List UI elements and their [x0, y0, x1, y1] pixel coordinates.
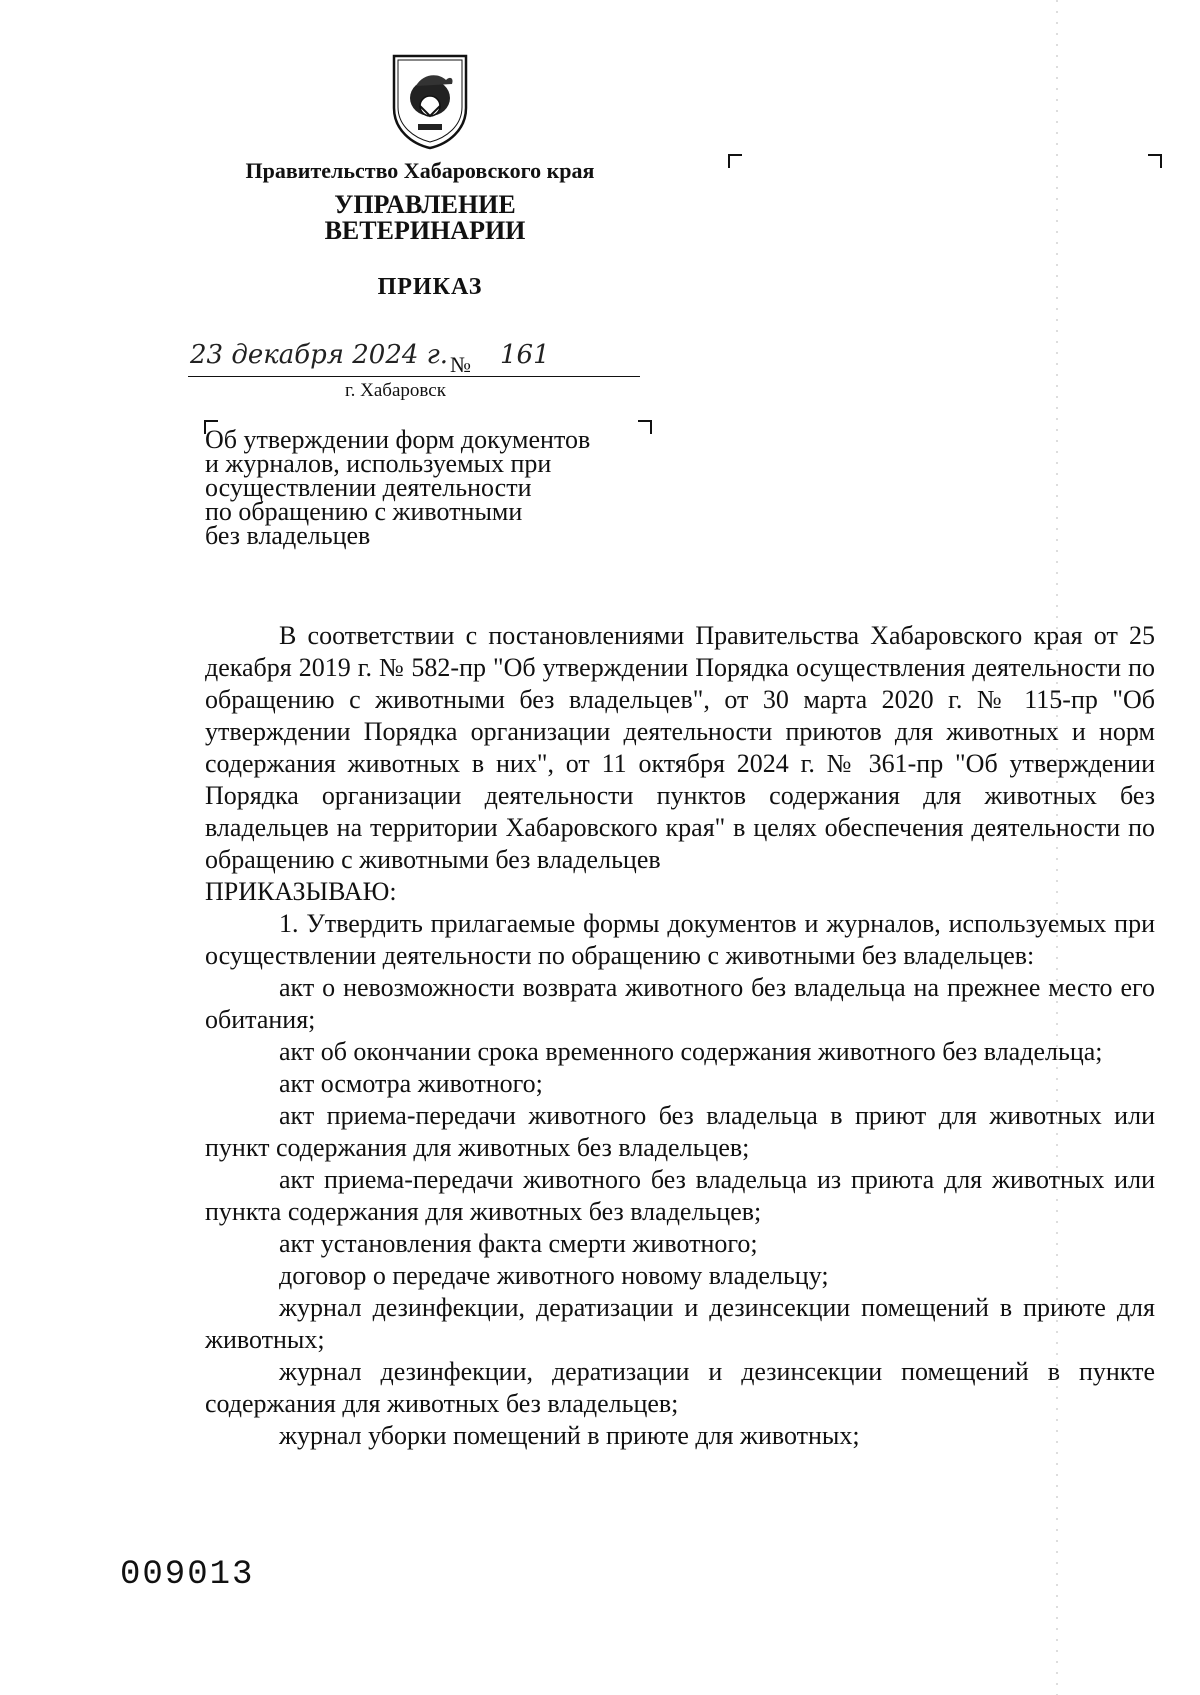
- preamble: В соответствии с постановлениями Правительства Хабаровского края от 25 декабря 2019 г. № 582-пр "Об утверждении Порядка осуществления деятельности по обращению с животными без владельцев", от 30 марта 2020 г. № 115-пр "Об утверждении Порядка организации деятельности приютов для животных и норм содержания животных в них", от 11 октября 2024 г. № 361-пр "Об утверждении Порядка организации деятельности пунктов содержания для животных без владельцев на территории Хабаровского края" в целях обеспечения деятельности по обращению с животными без владельцев: [205, 621, 1155, 874]
- address-corner-top-right: [1148, 154, 1162, 168]
- document-subject: [205, 425, 675, 550]
- department-name: [260, 192, 590, 244]
- list-item: журнал дезинфекции, дератизации и дезинсекции помещений в пункте содержания для животных без владельцев;: [205, 1357, 1155, 1418]
- list-item: акт о невозможности возврата животного без владельца на прежнее место его обитания;: [205, 973, 1155, 1034]
- list-item: журнал дезинфекции, дератизации и дезинсекции помещений в приюте для животных;: [205, 1293, 1155, 1354]
- number-label: №: [450, 352, 471, 377]
- handwritten-date: 23 декабря 2024 г.: [190, 340, 449, 370]
- city: г. Хабаровск: [345, 380, 446, 401]
- list-item: акт осмотра животного;: [279, 1069, 543, 1098]
- government-name: Правительство Хабаровского края: [245, 158, 595, 183]
- subject-line: без владельцев: [205, 521, 371, 550]
- document-body: [205, 620, 1155, 1452]
- subject-line: и журналов, используемых при: [205, 449, 552, 478]
- list-item: акт приема-передачи животного без владельца в приют для животных или пункт содержания для животных без владельцев;: [205, 1101, 1155, 1162]
- subject-line: по обращению с животными: [205, 497, 523, 526]
- subject-line: осуществлении деятельности: [205, 473, 532, 502]
- list-item: акт установления факта смерти животного;: [279, 1229, 758, 1258]
- list-item: договор о передаче животного новому владельцу;: [279, 1261, 829, 1290]
- address-corner-top-left: [728, 154, 742, 168]
- form-serial-number: 009013: [120, 1556, 255, 1594]
- list-item: журнал уборки помещений в приюте для животных;: [279, 1421, 860, 1450]
- department-line-2: ВЕТЕРИНАРИИ: [324, 216, 526, 245]
- subject-line: Об утверждении форм документов: [205, 425, 591, 454]
- department-line-1: УПРАВЛЕНИЕ: [334, 190, 516, 219]
- list-item: акт приема-передачи животного без владельца из приюта для животных или пункта содержания для животных без владельцев;: [205, 1165, 1155, 1226]
- handwritten-number: 161: [500, 340, 550, 370]
- coat-of-arms-icon: [388, 50, 472, 150]
- list-item: акт об окончании срока временного содержания животного без владельца;: [279, 1037, 1103, 1066]
- scan-margin-dots: [1055, 0, 1059, 1695]
- order-word: ПРИКАЗЫВАЮ:: [205, 877, 397, 906]
- item-1: 1. Утвердить прилагаемые формы документов и журналов, используемых при осуществлении деятельности по обращению с животными без владельцев:: [205, 909, 1155, 970]
- document-type: ПРИКАЗ: [377, 274, 483, 300]
